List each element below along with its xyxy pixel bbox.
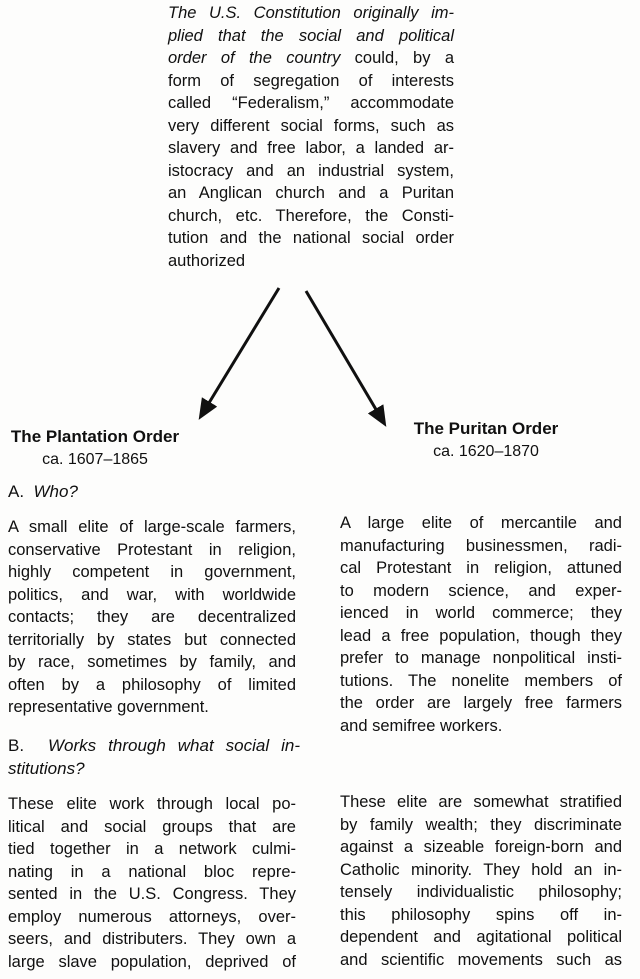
text-line xyxy=(340,904,622,927)
roman-text: nating in a national bloc repre- xyxy=(8,862,296,881)
text-line xyxy=(340,836,622,859)
text-line xyxy=(8,606,296,629)
roman-text: Catholic minority. They hold an in- xyxy=(340,860,622,879)
roman-text: lead a free population, though they xyxy=(340,626,622,645)
roman-text: employ numerous attorneys, over- xyxy=(8,907,296,926)
text-line xyxy=(168,92,454,115)
text-line xyxy=(8,561,296,584)
text-line xyxy=(8,758,300,781)
italic-text: plied that the social and political xyxy=(168,26,454,45)
roman-text: highly competent in government, xyxy=(8,563,296,581)
text-line xyxy=(340,949,622,972)
puritan-order-heading xyxy=(403,419,569,462)
text-line xyxy=(8,861,296,884)
text-line xyxy=(8,928,296,951)
text-line xyxy=(168,137,454,160)
roman-text: seers, and distributers. They own a xyxy=(8,930,296,948)
roman-text: conservative Protestant in religion, xyxy=(8,540,296,559)
text-line xyxy=(168,250,454,273)
roman-text: by race, sometimes by family, and xyxy=(8,653,296,671)
text-line xyxy=(340,670,622,693)
roman-text: dependent and agitational political xyxy=(340,928,622,946)
roman-text: tutions. The nonelite members of xyxy=(340,671,622,690)
text-line xyxy=(168,227,454,250)
roman-text: to modern science, and exper- xyxy=(340,581,622,600)
roman-text: church, etc. Therefore, the Consti- xyxy=(168,206,454,225)
text-line xyxy=(340,602,622,625)
roman-text: litical and social groups that are xyxy=(8,817,296,836)
roman-text: often by a philosophy of limited xyxy=(8,675,296,694)
italic-text: The U.S. Constitution originally im- xyxy=(168,4,454,22)
text-line xyxy=(340,625,622,648)
institutions-puritan-paragraph xyxy=(340,791,622,971)
roman-text: this philosophy spins off in- xyxy=(340,905,622,924)
section-b-heading xyxy=(8,735,300,780)
text-line xyxy=(8,674,296,697)
roman-text: an Anglican church and a Puritan xyxy=(168,184,454,202)
roman-text: tensely individualistic philosophy; xyxy=(340,883,622,901)
section-a-heading xyxy=(8,481,218,504)
roman-text: tied together in a network culmi- xyxy=(8,840,296,858)
italic-text: Works through what social in- xyxy=(48,736,300,755)
roman-text: could, by a xyxy=(340,49,454,67)
text-line xyxy=(340,557,622,580)
text-line xyxy=(168,25,454,48)
roman-text: A. xyxy=(8,482,34,501)
roman-text: called “Federalism,” accommodate xyxy=(168,94,454,112)
text-line xyxy=(8,816,296,839)
roman-text: representative government. xyxy=(8,698,209,716)
roman-text: These elite work through local po- xyxy=(8,795,296,813)
puritan-order-dates: ca. 1620–1870 xyxy=(433,443,539,460)
intro-paragraph xyxy=(168,2,454,272)
text-line xyxy=(8,735,300,758)
roman-text: the order are largely free farmers xyxy=(340,694,622,712)
roman-text: large slave population, deprived of xyxy=(8,952,296,971)
text-line xyxy=(8,584,296,607)
roman-text: by family wealth; they discriminate xyxy=(340,815,622,834)
roman-text: very different social forms, such as xyxy=(168,116,454,135)
roman-text: tution and the national social order xyxy=(168,229,454,247)
italic-text: Who? xyxy=(33,482,78,501)
text-line xyxy=(340,535,622,558)
text-line xyxy=(168,70,454,93)
roman-text: A large elite of mercantile and xyxy=(340,514,622,532)
text-line xyxy=(8,516,296,539)
text-line xyxy=(8,906,296,929)
text-line xyxy=(168,182,454,205)
text-line xyxy=(8,696,296,719)
text-line xyxy=(8,951,296,974)
right-arrow xyxy=(306,291,384,423)
roman-text: A small elite of large-scale farmers, xyxy=(8,518,296,536)
text-line xyxy=(8,838,296,861)
roman-text: authorized xyxy=(168,251,246,270)
roman-text: and scientific movements such as xyxy=(340,950,622,969)
roman-text: and semifree workers. xyxy=(340,716,503,735)
text-line xyxy=(340,881,622,904)
text-line xyxy=(340,647,622,670)
roman-text: form of segregation of interests xyxy=(168,71,454,90)
text-line xyxy=(168,2,454,25)
text-line xyxy=(8,793,296,816)
text-line xyxy=(168,205,454,228)
roman-text: politics, and war, with worldwide xyxy=(8,585,296,604)
text-line xyxy=(340,814,622,837)
roman-text: istocracy and an industrial system, xyxy=(168,161,454,180)
plantation-order-title: The Plantation Order xyxy=(10,427,180,446)
arrows-diagram xyxy=(0,280,640,435)
text-line xyxy=(8,883,296,906)
roman-text: cal Protestant in religion, attuned xyxy=(340,559,622,577)
roman-text: These elite are somewhat stratified xyxy=(340,793,622,811)
roman-text: against a sizeable foreign-born and xyxy=(340,838,622,856)
text-line xyxy=(340,715,622,738)
text-line xyxy=(340,512,622,535)
text-line xyxy=(8,481,218,504)
roman-text: slavery and free labor, a landed ar- xyxy=(168,139,454,157)
who-puritan-paragraph xyxy=(340,512,622,737)
italic-text: order of the country xyxy=(168,49,341,67)
text-line xyxy=(340,859,622,882)
text-line xyxy=(340,791,622,814)
institutions-plantation-paragraph xyxy=(8,793,296,973)
text-line xyxy=(168,115,454,138)
roman-text: manufacturing businessmen, radi- xyxy=(340,536,622,555)
text-line xyxy=(8,539,296,562)
roman-text: B. xyxy=(8,736,49,755)
text-line xyxy=(340,580,622,603)
text-line xyxy=(8,651,296,674)
text-line xyxy=(168,160,454,183)
text-line xyxy=(340,926,622,949)
puritan-order-title: The Puritan Order xyxy=(413,419,559,438)
text-line xyxy=(340,692,622,715)
plantation-order-heading xyxy=(4,427,186,470)
who-plantation-paragraph xyxy=(8,516,296,719)
plantation-order-dates: ca. 1607–1865 xyxy=(42,451,148,468)
left-arrow xyxy=(201,288,279,416)
roman-text: territorially by states but connected xyxy=(8,630,296,649)
text-line xyxy=(8,629,296,652)
italic-text: stitutions? xyxy=(8,758,85,778)
roman-text: contacts; they are decentralized xyxy=(8,608,296,626)
text-line xyxy=(168,47,454,70)
roman-text: sented in the U.S. Congress. They xyxy=(8,885,296,903)
roman-text: ienced in world commerce; they xyxy=(340,604,622,622)
roman-text: prefer to manage nonpolitical insti- xyxy=(340,649,622,667)
